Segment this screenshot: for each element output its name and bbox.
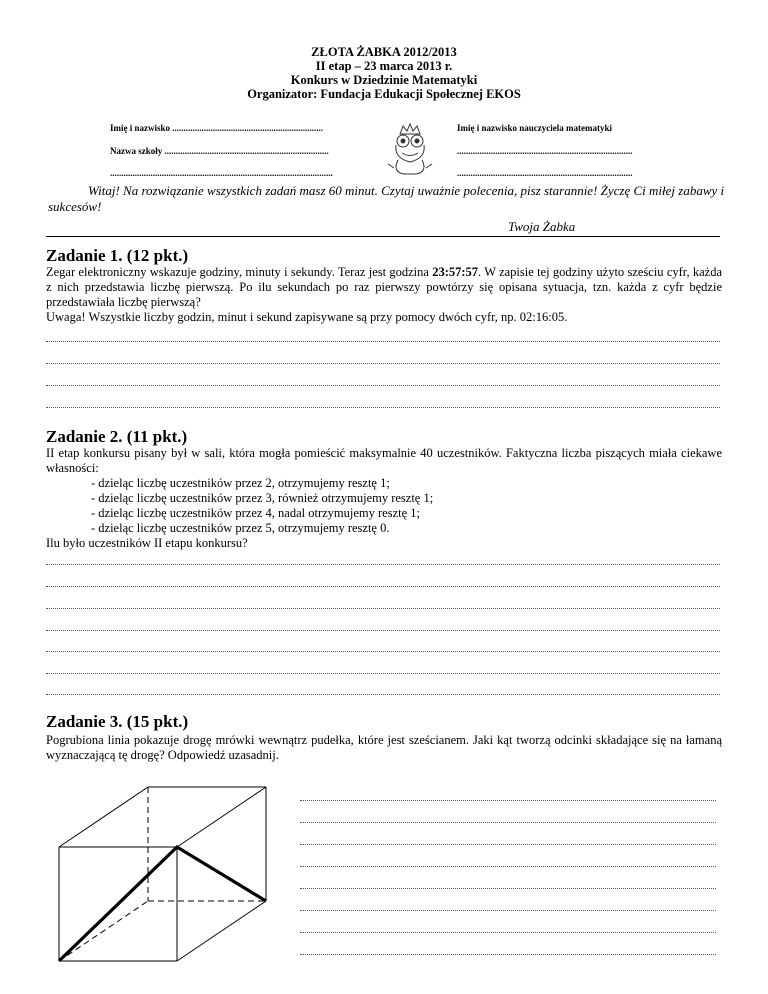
answer-line[interactable] bbox=[46, 673, 720, 674]
cube-hidden-edge bbox=[59, 901, 148, 961]
stage-date: II etap – 23 marca 2013 r. bbox=[315, 59, 453, 73]
contest-title: ZŁOTA ŻABKA 2012/2013 bbox=[311, 45, 457, 59]
cube-edge bbox=[59, 787, 148, 847]
organizer: Organizator: Fundacja Edukacji Społecznej EKOS bbox=[247, 87, 521, 101]
answer-line[interactable] bbox=[46, 407, 720, 408]
answer-line[interactable] bbox=[46, 363, 720, 364]
signature: Twoja Żabka bbox=[508, 219, 576, 234]
task1-title: Zadanie 1. (12 pkt.) bbox=[46, 246, 189, 265]
answer-line[interactable] bbox=[46, 651, 720, 652]
task3-body: Pogrubiona linia pokazuje drogę mrówki wewnątrz pudełka, które jest sześcianem. Jaki kąt tworzą odcinki składające się na łamaną wyznaczającą tę drogę? Odpowiedź uzasadnij. bbox=[46, 733, 722, 762]
task3-title: Zadanie 3. (15 pkt.) bbox=[46, 712, 189, 731]
greeting-text: Witaj! Na rozwiązanie wszystkich zadań masz 60 minut. Czytaj uważnie polecenia, pisz starannie! Życzę Ci miłej zabawy i sukcesów! bbox=[48, 183, 725, 214]
answer-line[interactable] bbox=[300, 800, 716, 801]
cube-edge bbox=[177, 901, 266, 961]
frog-mascot-icon bbox=[380, 118, 440, 178]
teacher-name-label: Imię i nazwisko nauczyciela matematyki bbox=[457, 123, 612, 133]
answer-line[interactable] bbox=[300, 822, 716, 823]
task1-text-b: . W zapisie tej godziny użyto sześciu cyfr, każda z nich przedstawia liczbę pierwszą. Po ilu sekundach po raz pierwszy powtórzy się opisana sytuacja, tzn. każda z cyfr będzie przedstawiała liczbę pierwszą? bbox=[46, 265, 722, 309]
answer-line[interactable] bbox=[300, 844, 716, 845]
answer-line[interactable] bbox=[46, 586, 720, 587]
task2-condition: - dzieląc liczbę uczestników przez 2, otrzymujemy resztę 1; bbox=[91, 476, 390, 490]
contest-subject: Konkurs w Dziedzinie Matematyki bbox=[290, 73, 478, 87]
answer-line[interactable] bbox=[46, 564, 720, 565]
teacher-name-field-line2[interactable]: .............................................................................. bbox=[457, 168, 633, 178]
task2-body bbox=[46, 446, 722, 551]
task2-condition: - dzieląc liczbę uczestników przez 3, również otrzymujemy resztę 1; bbox=[91, 491, 434, 505]
answer-line[interactable] bbox=[300, 910, 716, 911]
task2-condition: - dzieląc liczbę uczestników przez 4, nadal otrzymujemy resztę 1; bbox=[91, 506, 421, 520]
cube-diagram bbox=[52, 780, 282, 965]
task1-note: Uwaga! Wszystkie liczby godzin, minut i sekund zapisywane są przy pomocy dwóch cyfr, np. 02:16:05. bbox=[46, 310, 568, 324]
frog-head bbox=[396, 145, 424, 162]
answer-line[interactable] bbox=[46, 694, 720, 695]
task2-condition: - dzieląc liczbę uczestników przez 5, otrzymujemy resztę 0. bbox=[91, 521, 390, 535]
task2-title: Zadanie 2. (11 pkt.) bbox=[46, 427, 188, 446]
school-field-line2[interactable]: ................................................................................................... bbox=[110, 168, 333, 178]
task1-body bbox=[46, 265, 722, 325]
answer-line[interactable] bbox=[300, 866, 716, 867]
answer-line[interactable] bbox=[46, 385, 720, 386]
answer-line[interactable] bbox=[46, 608, 720, 609]
task1-text-a: Zegar elektroniczny wskazuje godziny, minuty i sekundy. Teraz jest godzina bbox=[46, 265, 433, 279]
cube-edge bbox=[177, 787, 266, 847]
answer-line[interactable] bbox=[300, 888, 716, 889]
teacher-name-field[interactable]: .............................................................................. bbox=[457, 146, 633, 156]
answer-line[interactable] bbox=[300, 932, 716, 933]
task2-question: Ilu było uczestników II etapu konkursu? bbox=[46, 536, 248, 550]
school-field[interactable]: Nazwa szkoły ......................................................................... bbox=[110, 146, 329, 156]
header-divider bbox=[46, 236, 720, 237]
frog-crown bbox=[400, 124, 420, 134]
answer-line[interactable] bbox=[46, 341, 720, 342]
task1-time: 23:57:57 bbox=[432, 265, 479, 279]
task2-intro: II etap konkursu pisany był w sali, która mogła pomieścić maksymalnie 40 uczestników. Faktyczna liczba piszących miała ciekawe własności: bbox=[46, 446, 722, 475]
ant-path bbox=[59, 847, 266, 961]
frog-mouth bbox=[402, 153, 418, 156]
answer-line[interactable] bbox=[300, 954, 716, 955]
name-field[interactable]: Imię i nazwisko ................................................................... bbox=[110, 123, 324, 133]
answer-line[interactable] bbox=[46, 630, 720, 631]
